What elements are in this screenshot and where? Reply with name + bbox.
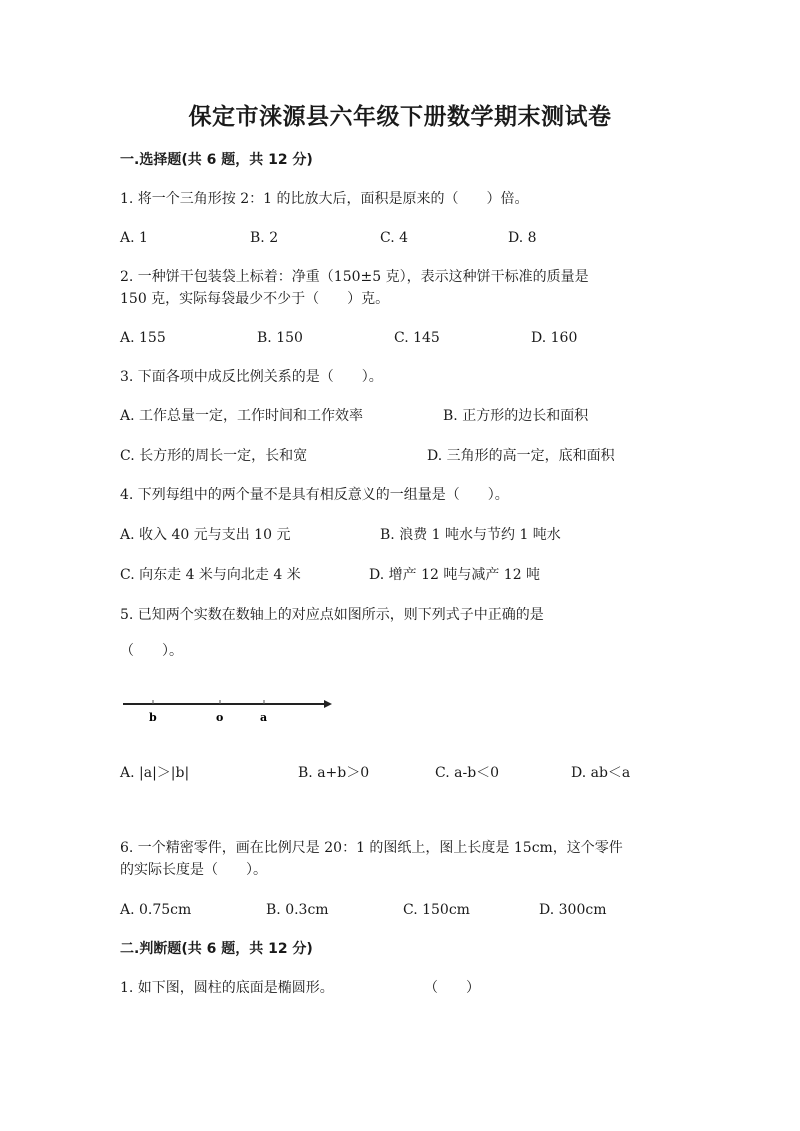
label-o: o xyxy=(216,711,224,724)
question-6-text-line1: 6. 一个精密零件，画在比例尺是 20：1 的图纸上，图上长度是 15cm，这个零件 xyxy=(120,840,623,856)
q3-option-a: A. 工作总量一定，工作时间和工作效率 xyxy=(120,408,364,424)
question-2-text-line2: 150 克，实际每袋最少不少于（ ）克。 xyxy=(120,291,390,307)
question-3-text: 3. 下面各项中成反比例关系的是（ ）。 xyxy=(120,369,383,385)
q5-option-a: A. |a|＞|b| xyxy=(120,765,190,781)
q6-option-b: B. 0.3cm xyxy=(266,902,329,918)
q5-option-d: D. ab＜a xyxy=(571,765,631,781)
q3-option-b: B. 正方形的边长和面积 xyxy=(443,408,589,424)
judgment-1-text: 1. 如下图，圆柱的底面是椭圆形。 xyxy=(120,980,334,996)
q5-option-b: B. a+b＞0 xyxy=(298,765,370,781)
q3-option-d: D. 三角形的高一定，底和面积 xyxy=(427,448,615,464)
page-title: 保定市涞源县六年级下册数学期末测试卷 xyxy=(188,104,612,130)
question-5-text-line1: 5. 已知两个实数在数轴上的对应点如图所示，则下列式子中正确的是 xyxy=(120,607,544,623)
number-line-figure xyxy=(118,692,338,728)
label-a: a xyxy=(260,711,268,724)
question-2-text-line1: 2. 一种饼干包装袋上标着：净重（150±5 克），表示这种饼干标准的质量是 xyxy=(120,269,589,285)
q6-option-c: C. 150cm xyxy=(403,902,470,918)
section-heading-choice: 一.选择题(共 6 题，共 12 分) xyxy=(120,152,313,168)
q4-option-d: D. 增产 12 吨与减产 12 吨 xyxy=(369,567,541,583)
q1-option-a: A. 1 xyxy=(120,230,148,246)
q4-option-b: B. 浪费 1 吨水与节约 1 吨水 xyxy=(380,527,561,543)
q4-option-a: A. 收入 40 元与支出 10 元 xyxy=(120,527,291,543)
q2-option-c: C. 145 xyxy=(394,330,440,346)
question-1-text: 1. 将一个三角形按 2：1 的比放大后，面积是原来的（ ）倍。 xyxy=(120,191,529,207)
section-heading-judgment: 二.判断题(共 6 题，共 12 分) xyxy=(120,941,313,957)
q6-option-a: A. 0.75cm xyxy=(120,902,192,918)
q6-option-d: D. 300cm xyxy=(539,902,607,918)
question-5-text-line2: （ ）。 xyxy=(120,643,183,659)
question-6-text-line2: 的实际长度是（ ）。 xyxy=(120,862,267,878)
judgment-1-blank: （ ） xyxy=(424,980,480,996)
q2-option-d: D. 160 xyxy=(531,330,578,346)
q2-option-a: A. 155 xyxy=(120,330,166,346)
q5-option-c: C. a-b＜0 xyxy=(435,765,500,781)
question-4-text: 4. 下列每组中的两个量不是具有相反意义的一组量是（ ）。 xyxy=(120,487,509,503)
number-line-arrow xyxy=(324,700,332,708)
q2-option-b: B. 150 xyxy=(257,330,303,346)
q1-option-c: C. 4 xyxy=(380,230,409,246)
q1-option-d: D. 8 xyxy=(508,230,537,246)
q3-option-c: C. 长方形的周长一定，长和宽 xyxy=(120,448,308,464)
label-b: b xyxy=(149,711,157,724)
q1-option-b: B. 2 xyxy=(250,230,279,246)
q4-option-c: C. 向东走 4 米与向北走 4 米 xyxy=(120,567,301,583)
